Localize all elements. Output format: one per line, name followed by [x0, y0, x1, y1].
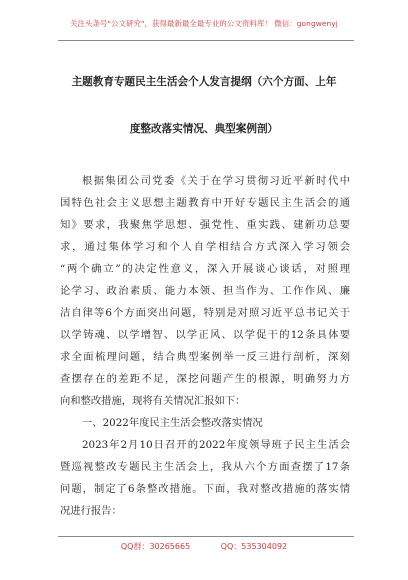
body-line-6: 论学习、政治素质、能力本领、担当作为、工作作风、廉 — [60, 285, 350, 297]
footer-qq: QQ：535304092 — [220, 542, 288, 551]
footer — [0, 541, 408, 552]
body-line-10: 查摆存在的差距不足，深挖问题产生的根源，明确努力方 — [60, 373, 350, 385]
body-line-8: 以学铸魂、以学增智、以学正风、以学促干的12条具体要 — [60, 329, 350, 341]
document-title-line-1: 主题教育专题民主生活会个人发言提纲（六个方面、上年 — [71, 76, 337, 88]
body-line-4: 求，通过集体学习和个人自学相结合方式深入学习领会 — [60, 241, 350, 253]
body-line-7: 洁自律等6个方面突出问题，特别是对照习近平总书记关于 — [60, 307, 350, 319]
body-line-1: 根据集团公司党委《关于在学习贯彻习近平新时代中 — [82, 175, 350, 187]
body-line-13: 暨巡视整改专题民主生活会上，我从六个方面查摆了17条 — [60, 461, 350, 473]
footer-divider — [58, 536, 354, 537]
body-line-3: 知》要求，我聚焦学思想、强党性、重实践、建新功总要 — [60, 219, 350, 231]
footer-qq-group: QQ群：30265665 — [120, 542, 191, 551]
section-heading-1: 一、2022年度民主生活会整改落实情况 — [82, 417, 263, 429]
body-line-15: 况进行报告： — [60, 505, 122, 517]
header-divider — [58, 40, 354, 41]
body-line-14: 问题，制定了6条整改措施。下面，我对整改措施的落实情 — [60, 483, 350, 495]
body-line-9: 求全面梳理问题，结合典型案例举一反三进行剖析，深刻 — [60, 351, 350, 363]
body-line-11: 向和整改措施，现将有关情况汇报如下： — [60, 395, 246, 407]
document-title-line-2: 度整改落实情况、典型案例剖） — [129, 123, 279, 135]
body-line-2: 国特色社会主义思想主题教育中开好专题民主生活会的通 — [60, 197, 350, 209]
body-line-5: “两个确立”的决定性意义，深入开展谈心谈话，对照理 — [60, 263, 350, 275]
header-notice: 关注头条号"公文研究"，获得最新最全最专业的公文资料库！ 微信：gongwenyj — [70, 19, 338, 28]
body-line-12: 2023年2月10日召开的2022年度领导班子民主生活会 — [82, 439, 350, 451]
